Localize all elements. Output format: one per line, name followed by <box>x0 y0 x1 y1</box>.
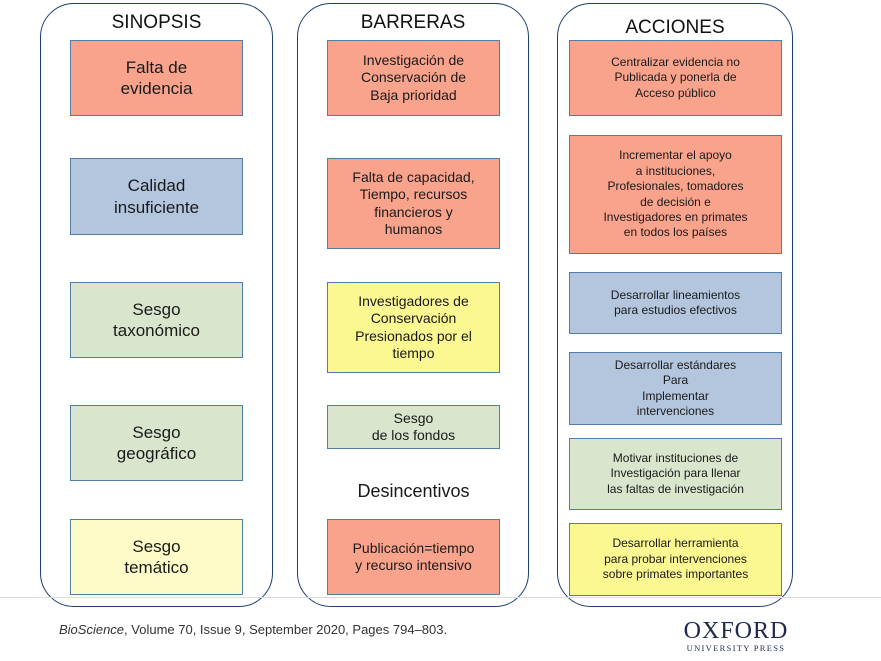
sinopsis-box: Sesgo geográfico <box>70 405 243 481</box>
sinopsis-title: SINOPSIS <box>111 12 202 33</box>
barreras-box: Sesgo de los fondos <box>327 405 500 449</box>
desincentivos-heading: Desincentivos <box>357 481 470 501</box>
acciones-box: Centralizar evidencia no Publicada y ponerla de Acceso público <box>569 40 782 116</box>
barreras-title: BARRERAS <box>360 12 466 33</box>
logo-sub-text: UNIVERSITY PRESS <box>686 643 786 653</box>
citation-details: , Volume 70, Issue 9, September 2020, Pages 794–803. <box>124 622 448 637</box>
sinopsis-box: Sesgo temático <box>70 519 243 595</box>
footer-divider <box>0 597 881 598</box>
acciones-box: Desarrollar lineamientos para estudios efectivos <box>569 272 782 334</box>
barreras-box: Falta de capacidad, Tiempo, recursos financieros y humanos <box>327 158 500 249</box>
sinopsis-box: Calidad insuficiente <box>70 158 243 235</box>
journal-name: BioScience <box>59 622 125 637</box>
citation <box>59 622 447 637</box>
acciones-box: Incrementar el apoyo a instituciones, Profesionales, tomadores de decisión e Investigadores en primates en todos los países <box>569 135 782 254</box>
oxford-logo <box>680 619 792 654</box>
logo-main-text: OXFORD <box>683 618 789 644</box>
desincentivos-box: Publicación=tiempo y recurso intensivo <box>327 519 500 595</box>
sinopsis-box: Sesgo taxonómico <box>70 282 243 358</box>
acciones-box: Desarrollar herramienta para probar intervenciones sobre primates importantes <box>569 523 782 596</box>
barreras-box: Investigación de Conservación de Baja prioridad <box>327 40 500 116</box>
acciones-box: Motivar instituciones de Investigación para llenar las faltas de investigación <box>569 438 782 510</box>
barreras-box: Investigadores de Conservación Presionados por el tiempo <box>327 282 500 373</box>
acciones-title: ACCIONES <box>625 17 725 38</box>
sinopsis-box: Falta de evidencia <box>70 40 243 116</box>
acciones-box: Desarrollar estándares Para Implementar intervenciones <box>569 352 782 425</box>
